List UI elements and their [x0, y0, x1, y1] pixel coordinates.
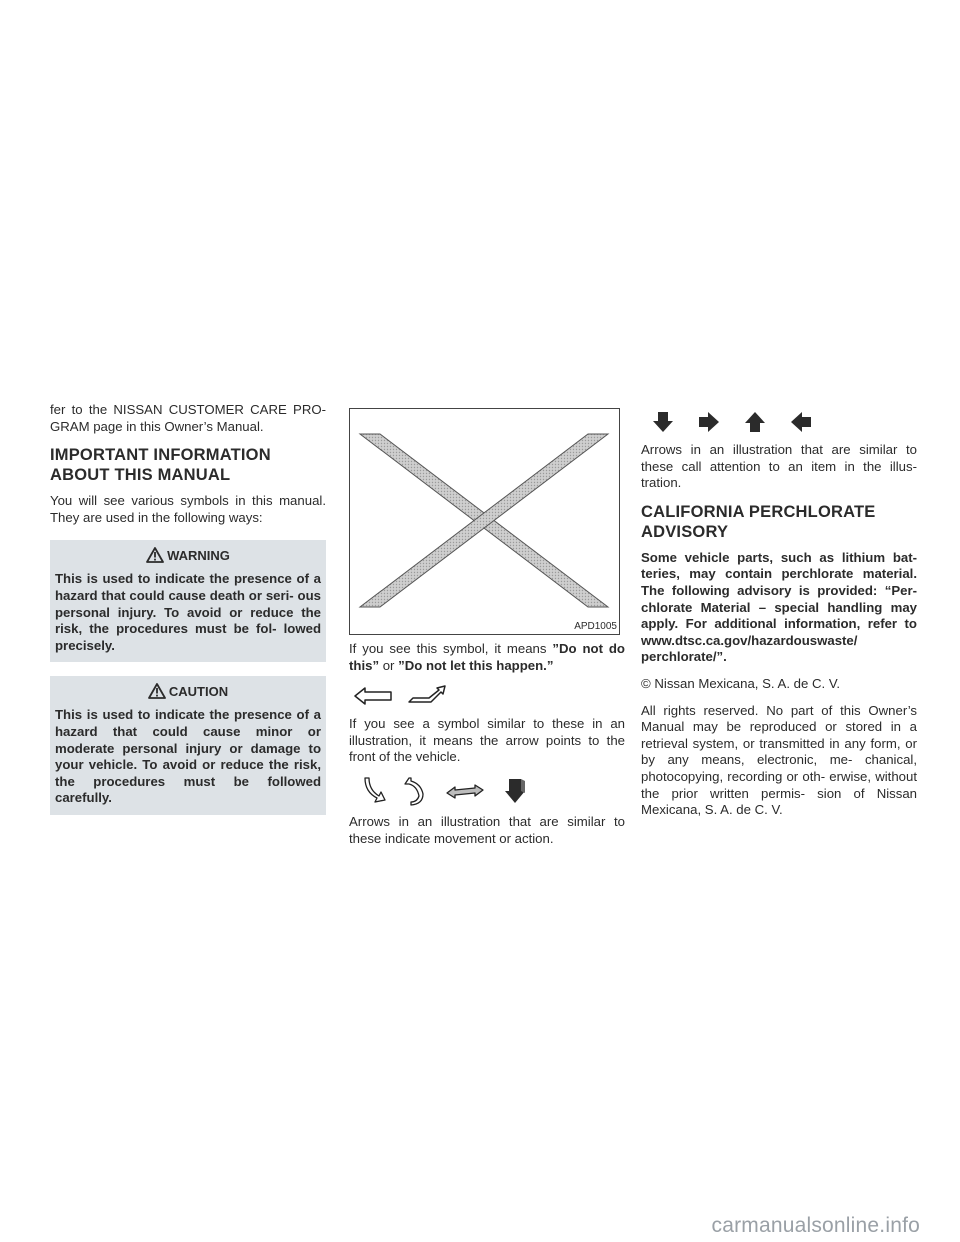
warning-text: This is used to indicate the presence of a hazard that could cause death or seri- ous personal injury. To avoid or reduce the risk, the procedures must be fol- lowed precisely. [55, 571, 321, 653]
front-arrow-left-icon [353, 686, 393, 706]
caution-header [55, 683, 321, 699]
solid-arrow-up-icon [743, 410, 767, 434]
copyright-text: © Nissan Mexicana, S. A. de C. V. [641, 675, 841, 691]
site-watermark: carmanualsonline.info [711, 1214, 920, 1237]
solid-arrow-right-icon [697, 410, 721, 434]
perchlorate-advisory-text: Some vehicle parts, such as lithium bat- teries, may contain perchlorate material. The following advisory is provided: “Per- chlorate Material – special handling may apply. For additional information, refer to www.dtsc.ca.gov/hazardouswaste/ perchlorate/”. [641, 549, 917, 665]
curved-arrow-down-icon [361, 776, 387, 806]
intro-text: fer to the NISSAN CUSTOMER CARE PRO- GRAM page in this Owner’s Manual. [50, 402, 326, 434]
solid-arrow-left-icon [789, 410, 813, 434]
symbol-quote-1: ”Do not do this” [349, 641, 625, 673]
symbol-meaning-text [349, 641, 625, 674]
column-left [50, 402, 326, 815]
warning-triangle-icon [146, 547, 164, 563]
column-right [641, 410, 917, 829]
caution-label: CAUTION [168, 683, 229, 699]
warning-box [50, 540, 326, 662]
caution-triangle-icon [148, 683, 166, 699]
front-arrow-diagonal-icon [407, 684, 447, 708]
bent-arrow-down-icon [501, 777, 527, 805]
double-arrow-icon [445, 781, 485, 801]
x-cross-icon [350, 409, 619, 634]
warning-label: WARNING [167, 547, 230, 563]
front-arrow-text: If you see a symbol similar to these in an illustration, it means the arrow points to the front of the vehicle. [349, 716, 625, 765]
column-middle [349, 406, 625, 857]
figure-code: APD1005 [574, 621, 617, 632]
movement-arrow-icons [361, 776, 625, 806]
rights-text: All rights reserved. No part of this Owner’s Manual may be reproduced or stored in a retrieval system, or transmitted in any form, or by any means, electronic, me- chanical, photocopying, recording or oth- erwise, without the prior written permis- sion of Nissan Mexicana, S. A. de C. V. [641, 702, 917, 818]
section-heading-important-info: IMPORTANT INFORMATION ABOUT THIS MANUAL [50, 446, 271, 485]
caution-box [50, 676, 326, 815]
attention-text: Arrows in an illustration that are similar to these call attention to an item in the illus- tration. [641, 442, 917, 491]
front-arrow-icons [353, 684, 625, 708]
solid-arrow-down-icon [651, 410, 675, 434]
warning-header [55, 547, 321, 563]
movement-text: Arrows in an illustration that are similar to these indicate movement or action. [349, 813, 625, 846]
symbol-text-prefix: If you see this symbol, it means [349, 641, 553, 656]
symbols-intro-text: You will see various symbols in this manual. They are used in the following ways: [50, 493, 326, 525]
symbol-quote-2: ”Do not let this happen.” [398, 657, 554, 673]
do-not-do-this-figure [349, 408, 620, 635]
symbol-or: or [379, 657, 399, 673]
caution-text: This is used to indicate the presence of a hazard that could cause minor or moderate personal injury or damage to your vehicle. To avoid or reduce the risk, the procedures must be followed carefully. [55, 707, 321, 806]
section-heading-perchlorate: CALIFORNIA PERCHLORATE ADVISORY [641, 502, 876, 541]
attention-arrow-icons [651, 410, 917, 434]
curved-arrow-return-icon [403, 776, 429, 806]
